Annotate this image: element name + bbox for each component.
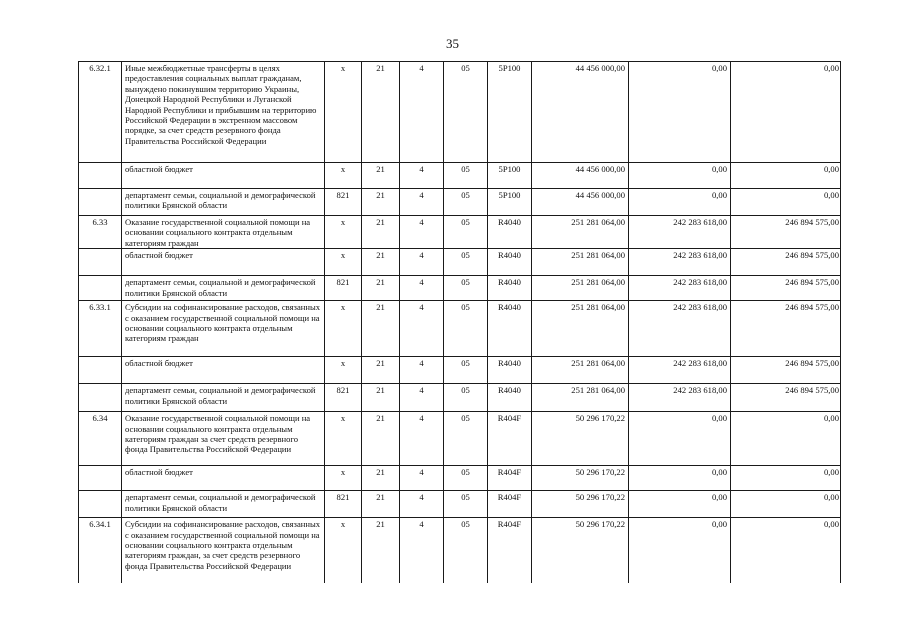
- expense-code: R4040: [488, 357, 532, 384]
- article-code: 05: [444, 518, 488, 583]
- amount-year-1: 50 296 170,22: [532, 518, 629, 583]
- article-code: 05: [444, 189, 488, 216]
- row-number: [79, 384, 122, 412]
- subsection-code: 4: [400, 384, 444, 412]
- subsection-code: 4: [400, 163, 444, 189]
- amount-year-3: 0,00: [731, 466, 841, 491]
- row-name: областной бюджет: [122, 466, 325, 491]
- article-code: 05: [444, 163, 488, 189]
- subsection-code: 4: [400, 189, 444, 216]
- expense-code: R4040: [488, 384, 532, 412]
- expense-code: 5P100: [488, 163, 532, 189]
- subsection-code: 4: [400, 276, 444, 301]
- subsection-code: 4: [400, 466, 444, 491]
- amount-year-3: 0,00: [731, 518, 841, 583]
- section-code: 21: [362, 384, 400, 412]
- table-row: [79, 301, 841, 357]
- amount-year-3: 246 894 575,00: [731, 384, 841, 412]
- article-code: 05: [444, 466, 488, 491]
- row-number: [79, 189, 122, 216]
- amount-year-2: 0,00: [629, 466, 731, 491]
- article-code: 05: [444, 301, 488, 357]
- admin-code: x: [325, 518, 362, 583]
- article-code: 05: [444, 62, 488, 163]
- row-name: Субсидии на софинансирование расходов, связанных с оказанием государственной социальной помощи на основании социального контракта отдельным категориям граждан, за счет средств резервного фонда Правительства Российской Федерации: [122, 518, 325, 583]
- table-row: [79, 384, 841, 412]
- row-number: [79, 466, 122, 491]
- article-code: 05: [444, 357, 488, 384]
- amount-year-1: 50 296 170,22: [532, 466, 629, 491]
- article-code: 05: [444, 491, 488, 518]
- row-number: 6.33: [79, 216, 122, 249]
- amount-year-1: 251 281 064,00: [532, 276, 629, 301]
- page-number: 35: [446, 36, 459, 51]
- article-code: 05: [444, 216, 488, 249]
- amount-year-1: 251 281 064,00: [532, 357, 629, 384]
- amount-year-3: 0,00: [731, 412, 841, 466]
- table-row: [79, 189, 841, 216]
- subsection-code: 4: [400, 62, 444, 163]
- admin-code: x: [325, 357, 362, 384]
- amount-year-2: 242 283 618,00: [629, 216, 731, 249]
- section-code: 21: [362, 62, 400, 163]
- admin-code: x: [325, 466, 362, 491]
- subsection-code: 4: [400, 412, 444, 466]
- amount-year-2: 242 283 618,00: [629, 276, 731, 301]
- admin-code: 821: [325, 276, 362, 301]
- amount-year-3: 246 894 575,00: [731, 249, 841, 276]
- admin-code: x: [325, 301, 362, 357]
- table-row: [79, 518, 841, 583]
- admin-code: 821: [325, 384, 362, 412]
- amount-year-3: 246 894 575,00: [731, 276, 841, 301]
- subsection-code: 4: [400, 301, 444, 357]
- row-number: 6.34: [79, 412, 122, 466]
- amount-year-2: 0,00: [629, 163, 731, 189]
- amount-year-1: 44 456 000,00: [532, 189, 629, 216]
- article-code: 05: [444, 276, 488, 301]
- section-code: 21: [362, 216, 400, 249]
- subsection-code: 4: [400, 491, 444, 518]
- row-number: [79, 249, 122, 276]
- table-row: [79, 62, 841, 163]
- admin-code: x: [325, 412, 362, 466]
- row-name: Иные межбюджетные трансферты в целях предоставления социальных выплат гражданам, вынуждено покинувшим территорию Украины, Донецкой Народной Республики и Луганской Народной Республики и прибывшим на территорию Российской Федерации в экстренном массовом порядке, за счет средств резервного фонда Правительства Российской Федерации: [122, 62, 325, 163]
- row-number: [79, 276, 122, 301]
- amount-year-2: 0,00: [629, 412, 731, 466]
- admin-code: 821: [325, 491, 362, 518]
- row-number: [79, 357, 122, 384]
- admin-code: x: [325, 62, 362, 163]
- row-name: департамент семьи, социальной и демографической политики Брянской области: [122, 384, 325, 412]
- subsection-code: 4: [400, 216, 444, 249]
- subsection-code: 4: [400, 518, 444, 583]
- subsection-code: 4: [400, 249, 444, 276]
- table-row: [79, 466, 841, 491]
- amount-year-1: 251 281 064,00: [532, 301, 629, 357]
- expense-code: R404F: [488, 518, 532, 583]
- amount-year-3: 246 894 575,00: [731, 301, 841, 357]
- section-code: 21: [362, 189, 400, 216]
- amount-year-1: 251 281 064,00: [532, 216, 629, 249]
- section-code: 21: [362, 518, 400, 583]
- expense-code: R4040: [488, 301, 532, 357]
- expense-code: R404F: [488, 412, 532, 466]
- row-name: департамент семьи, социальной и демографической политики Брянской области: [122, 491, 325, 518]
- table-row: [79, 412, 841, 466]
- amount-year-2: 0,00: [629, 189, 731, 216]
- amount-year-2: 242 283 618,00: [629, 249, 731, 276]
- admin-code: 821: [325, 189, 362, 216]
- amount-year-1: 44 456 000,00: [532, 163, 629, 189]
- amount-year-1: 251 281 064,00: [532, 384, 629, 412]
- amount-year-2: 242 283 618,00: [629, 384, 731, 412]
- row-number: [79, 163, 122, 189]
- budget-table: [78, 61, 841, 583]
- amount-year-3: 0,00: [731, 62, 841, 163]
- amount-year-3: 0,00: [731, 189, 841, 216]
- article-code: 05: [444, 384, 488, 412]
- row-number: 6.32.1: [79, 62, 122, 163]
- section-code: 21: [362, 466, 400, 491]
- amount-year-2: 242 283 618,00: [629, 357, 731, 384]
- expense-code: R404F: [488, 466, 532, 491]
- table-row: [79, 357, 841, 384]
- table-row: [79, 491, 841, 518]
- amount-year-1: 251 281 064,00: [532, 249, 629, 276]
- amount-year-2: 0,00: [629, 62, 731, 163]
- expense-code: R4040: [488, 276, 532, 301]
- amount-year-1: 44 456 000,00: [532, 62, 629, 163]
- section-code: 21: [362, 249, 400, 276]
- row-name: департамент семьи, социальной и демографической политики Брянской области: [122, 189, 325, 216]
- amount-year-3: 0,00: [731, 491, 841, 518]
- row-number: 6.34.1: [79, 518, 122, 583]
- row-number: [79, 491, 122, 518]
- expense-code: R4040: [488, 216, 532, 249]
- expense-code: R4040: [488, 249, 532, 276]
- row-name: областной бюджет: [122, 249, 325, 276]
- row-name: областной бюджет: [122, 357, 325, 384]
- amount-year-3: 246 894 575,00: [731, 216, 841, 249]
- amount-year-3: 246 894 575,00: [731, 357, 841, 384]
- row-number: 6.33.1: [79, 301, 122, 357]
- section-code: 21: [362, 276, 400, 301]
- expense-code: 5P100: [488, 189, 532, 216]
- amount-year-1: 50 296 170,22: [532, 491, 629, 518]
- article-code: 05: [444, 249, 488, 276]
- row-name: департамент семьи, социальной и демографической политики Брянской области: [122, 276, 325, 301]
- row-name: Оказание государственной социальной помощи на основании социального контракта отдельным категориям граждан за счет средств резервного фонда Правительства Российской Федерации: [122, 412, 325, 466]
- row-name: Субсидии на софинансирование расходов, связанных с оказанием государственной социальной помощи на основании социального контракта отдельным категориям граждан: [122, 301, 325, 357]
- table-row: [79, 216, 841, 249]
- expense-code: R404F: [488, 491, 532, 518]
- admin-code: x: [325, 163, 362, 189]
- table-row: [79, 163, 841, 189]
- table-row: [79, 276, 841, 301]
- section-code: 21: [362, 412, 400, 466]
- amount-year-3: 0,00: [731, 163, 841, 189]
- row-name: областной бюджет: [122, 163, 325, 189]
- table-row: [79, 249, 841, 276]
- expense-code: 5P100: [488, 62, 532, 163]
- admin-code: x: [325, 249, 362, 276]
- row-name: Оказание государственной социальной помощи на основании социального контракта отдельным категориям граждан: [122, 216, 325, 249]
- section-code: 21: [362, 301, 400, 357]
- amount-year-1: 50 296 170,22: [532, 412, 629, 466]
- amount-year-2: 0,00: [629, 491, 731, 518]
- section-code: 21: [362, 357, 400, 384]
- amount-year-2: 242 283 618,00: [629, 301, 731, 357]
- article-code: 05: [444, 412, 488, 466]
- section-code: 21: [362, 163, 400, 189]
- amount-year-2: 0,00: [629, 518, 731, 583]
- admin-code: x: [325, 216, 362, 249]
- subsection-code: 4: [400, 357, 444, 384]
- section-code: 21: [362, 491, 400, 518]
